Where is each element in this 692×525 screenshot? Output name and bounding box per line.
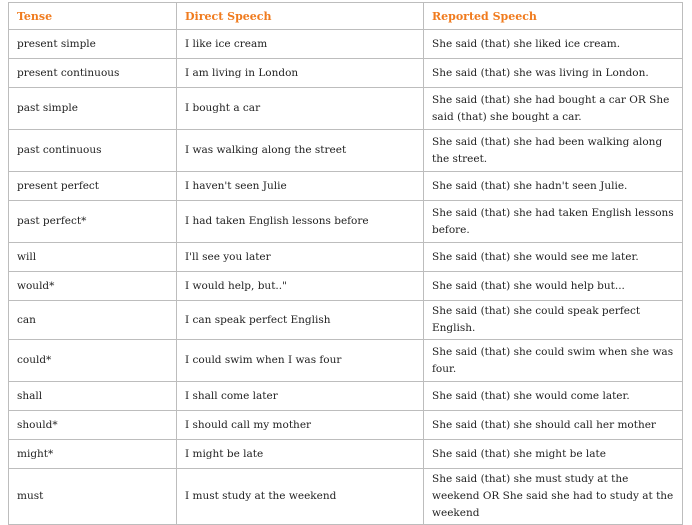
table-row xyxy=(9,172,683,201)
direct-speech-cell: I am living in London xyxy=(177,59,424,88)
direct-speech-cell: I like ice cream xyxy=(177,30,424,59)
reported-speech-cell: She said (that) she would see me later. xyxy=(424,243,683,272)
header-direct-speech: Direct Speech xyxy=(177,3,424,30)
direct-speech-cell: I shall come later xyxy=(177,382,424,411)
reported-speech-table xyxy=(8,2,683,525)
tense-cell: might* xyxy=(9,440,177,469)
table-row xyxy=(9,272,683,301)
tense-cell: present perfect xyxy=(9,172,177,201)
direct-speech-cell: I haven't seen Julie xyxy=(177,172,424,201)
reported-speech-cell: She said (that) she hadn't seen Julie. xyxy=(424,172,683,201)
reported-speech-cell: She said (that) she should call her mother xyxy=(424,411,683,440)
table-row xyxy=(9,59,683,88)
tense-cell: past simple xyxy=(9,88,177,130)
direct-speech-cell: I bought a car xyxy=(177,88,424,130)
direct-speech-cell: I'll see you later xyxy=(177,243,424,272)
tense-cell: must xyxy=(9,469,177,525)
tense-cell: present simple xyxy=(9,30,177,59)
table-row xyxy=(9,411,683,440)
tense-cell: should* xyxy=(9,411,177,440)
table-row xyxy=(9,201,683,243)
tense-cell: shall xyxy=(9,382,177,411)
direct-speech-cell: I must study at the weekend xyxy=(177,469,424,525)
table-row xyxy=(9,301,683,340)
direct-speech-cell: I can speak perfect English xyxy=(177,301,424,340)
table-row xyxy=(9,243,683,272)
reported-speech-cell: She said (that) she was living in London. xyxy=(424,59,683,88)
reported-speech-cell: She said (that) she might be late xyxy=(424,440,683,469)
direct-speech-cell: I was walking along the street xyxy=(177,130,424,172)
reported-speech-cell: She said (that) she would come later. xyxy=(424,382,683,411)
reported-speech-cell: She said (that) she could swim when she was four. xyxy=(424,340,683,382)
table-row xyxy=(9,30,683,59)
direct-speech-cell: I had taken English lessons before xyxy=(177,201,424,243)
direct-speech-cell: I might be late xyxy=(177,440,424,469)
direct-speech-cell: I would help, but.." xyxy=(177,272,424,301)
table-row xyxy=(9,382,683,411)
direct-speech-cell: I could swim when I was four xyxy=(177,340,424,382)
header-reported-speech: Reported Speech xyxy=(424,3,683,30)
direct-speech-cell: I should call my mother xyxy=(177,411,424,440)
tense-cell: past continuous xyxy=(9,130,177,172)
table-header-row xyxy=(9,3,683,30)
reported-speech-cell: She said (that) she would help but... xyxy=(424,272,683,301)
reported-speech-cell: She said (that) she had taken English lessons before. xyxy=(424,201,683,243)
tense-cell: could* xyxy=(9,340,177,382)
table-row xyxy=(9,440,683,469)
tense-cell: will xyxy=(9,243,177,272)
table-row xyxy=(9,340,683,382)
header-tense: Tense xyxy=(9,3,177,30)
reported-speech-cell: She said (that) she could speak perfect English. xyxy=(424,301,683,340)
tense-cell: can xyxy=(9,301,177,340)
tense-cell: present continuous xyxy=(9,59,177,88)
table-row xyxy=(9,130,683,172)
reported-speech-cell: She said (that) she had been walking along the street. xyxy=(424,130,683,172)
table-row xyxy=(9,88,683,130)
tense-cell: past perfect* xyxy=(9,201,177,243)
table-row xyxy=(9,469,683,525)
reported-speech-cell: She said (that) she had bought a car OR She said (that) she bought a car. xyxy=(424,88,683,130)
tense-cell: would* xyxy=(9,272,177,301)
reported-speech-cell: She said (that) she must study at the weekend OR She said she had to study at the weekend xyxy=(424,469,683,525)
reported-speech-cell: She said (that) she liked ice cream. xyxy=(424,30,683,59)
